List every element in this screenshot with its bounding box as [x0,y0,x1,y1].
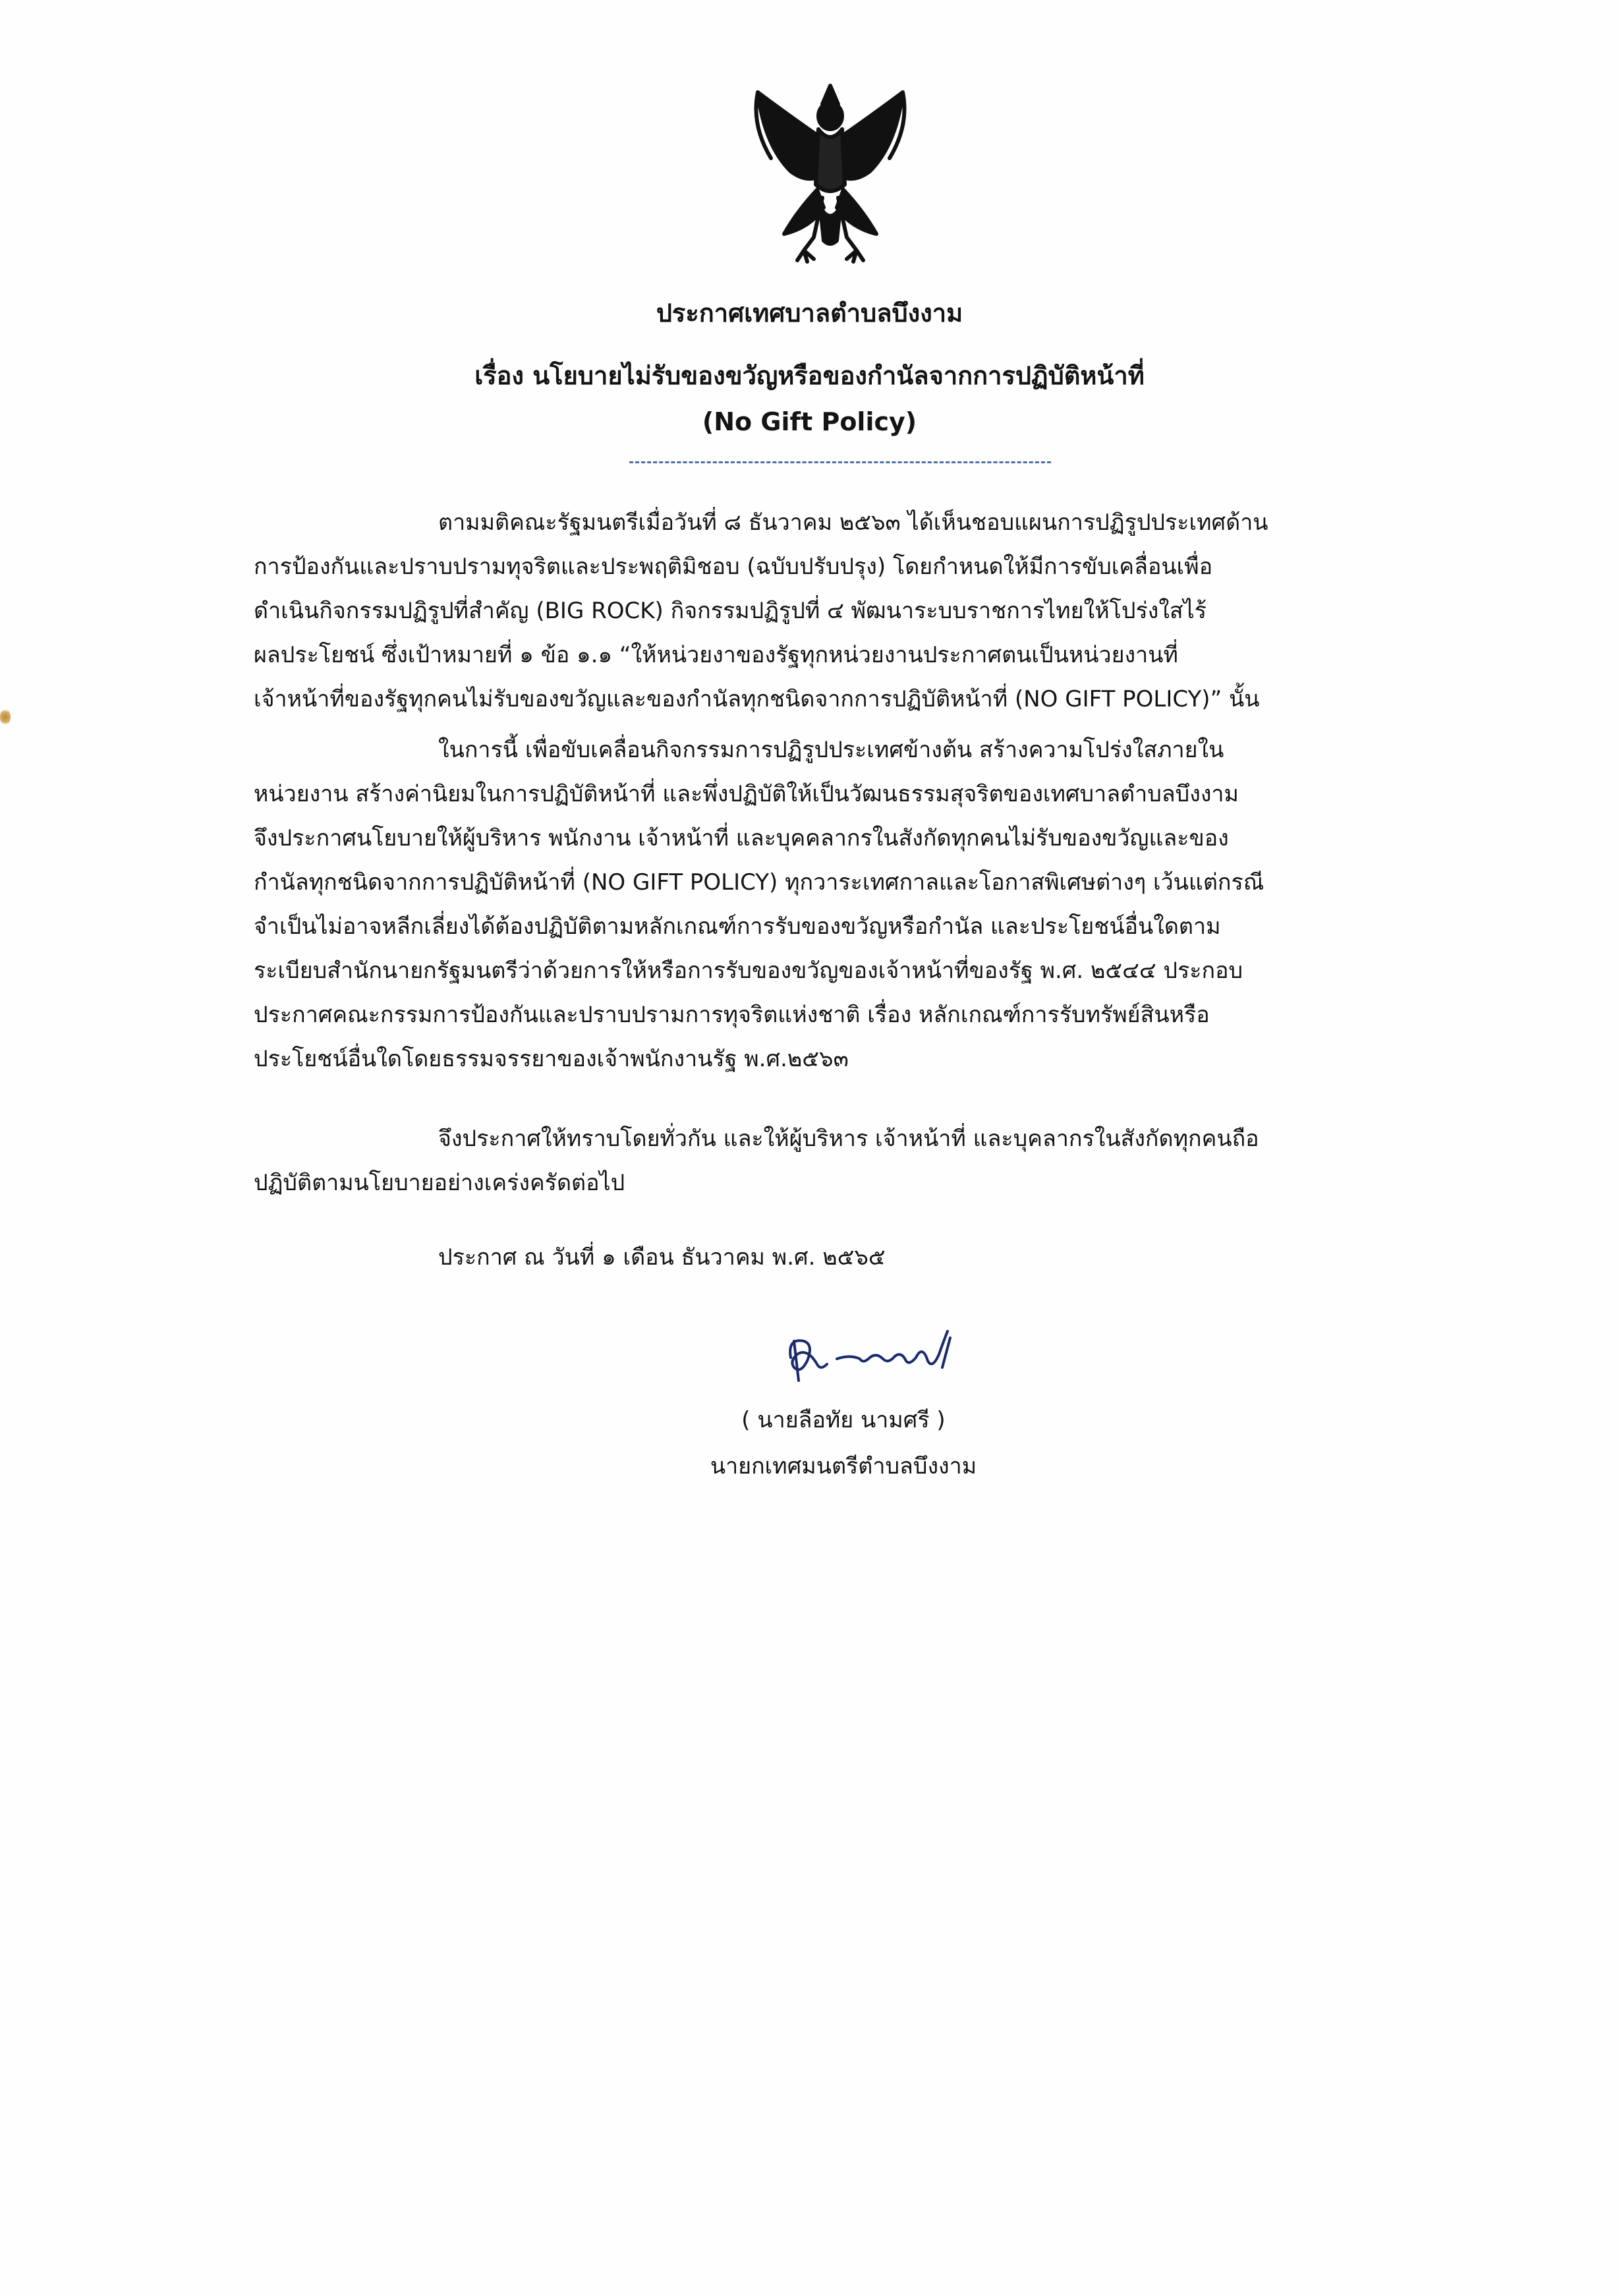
paragraph-line: ผลประโยชน์ ซึ่งเป้าหมายที่ ๑ ข้อ ๑.๑ “ให้หน่วยงาของรัฐทุกหน่วยงานประกาศตนเป็นหน่วยงานที่ [254,642,1178,668]
paragraph-line: ประโยชน์อื่นใดโดยธรรมจรรยาของเจ้าพนักงานรัฐ พ.ศ.๒๕๖๓ [254,1046,849,1072]
paper-speck [0,708,11,726]
announcement-date: ประกาศ ณ วันที่ ๑ เดือน ธันวาคม พ.ศ. ๒๕๖๕ [438,1244,886,1271]
signer-position: นายกเทศมนตรีตำบลบึงงาม [710,1453,977,1479]
paragraph-line: จึงประกาศนโยบายให้ผู้บริหาร พนักงาน เจ้าหน้าที่ และบุคคลากรในสังกัดทุกคนไม่รับของขวัญและของ [254,825,1229,851]
paragraph-3 [254,1117,1428,1205]
paragraph-line: ในการนี้ เพื่อขับเคลื่อนกิจกรรมการปฏิรูปประเทศข้างต้น สร้างความโปร่งใสภายใน [438,737,1224,763]
english-title: (No Gift Policy) [702,407,917,436]
paragraph-line: ระเบียบสำนักนายกรัฐมนตรีว่าด้วยการให้หรือการรับของขวัญของเจ้าหน้าที่ของรัฐ พ.ศ. ๒๕๔๔ ประกอบ [254,958,1243,984]
announcement-title: ประกาศเทศบาลตำบลบึงงาม [656,299,963,328]
paragraph-2 [254,728,1428,1081]
paragraph-1 [254,501,1428,722]
paragraph-line: กำนัลทุกชนิดจากการปฏิบัติหน้าที่ (NO GIFT POLICY) ทุกวาระเทศกาลและโอกาสพิเศษต่างๆ เว้นแต่กรณี [254,869,1264,896]
subject-title: เรื่อง นโยบายไม่รับของขวัญหรือของกำนัลจากการปฏิบัติหน้าที่ [474,361,1145,390]
paragraph-line: การป้องกันและปราบปรามทุจริตและประพฤติมิชอบ (ฉบับปรับปรุง) โดยกำหนดให้มีการขับเคลื่อนเพื่อ [254,554,1213,580]
paragraph-line: หน่วยงาน สร้างค่านิยมในการปฏิบัติหน้าที่ และพึ่งปฏิบัติให้เป็นวัฒนธรรมสุจริตของเทศบาลตำบลบึงงาม [254,781,1239,807]
signer-name: ( นายลือทัย นามศรี ) [741,1407,946,1433]
paragraph-line: ดำเนินกิจกรรมปฏิรูปที่สำคัญ (BIG ROCK) กิจกรรมปฏิรูปที่ ๔ พัฒนาระบบราชการไทยให้โปร่งใสไร้ [254,598,1207,624]
garuda-emblem-icon [745,72,916,270]
signature-image [778,1318,975,1391]
paragraph-line: จำเป็นไม่อาจหลีกเลี่ยงได้ต้องปฏิบัติตามหลักเกณฑ์การรับของขวัญหรือกำนัล และประโยชน์อื่นใดตาม [254,913,1221,940]
paragraph-line: จึงประกาศให้ทราบโดยทั่วกัน และให้ผู้บริหาร เจ้าหน้าที่ และบุคลากรในสังกัดทุกคนถือ [438,1126,1259,1152]
paragraph-line: ประกาศคณะกรรมการป้องกันและปราบปรามการทุจริตแห่งชาติ เรื่อง หลักเกณฑ์การรับทรัพย์สินหรือ [254,1002,1210,1028]
paragraph-line: เจ้าหน้าที่ของรัฐทุกคนไม่รับของขวัญและของกำนัลทุกชนิดจากการปฏิบัติหน้าที่ (NO GIFT POLICY)” นั้น [254,686,1260,712]
paragraph-line: ตามมติคณะรัฐมนตรีเมื่อวันที่ ๘ ธันวาคม ๒๕๖๓ ได้เห็นชอบแผนการปฏิรูปประเทศด้าน [438,509,1268,536]
paragraph-line: ปฏิบัติตามนโยบายอย่างเคร่งครัดต่อไป [254,1170,625,1196]
dashed-divider [629,461,1051,463]
